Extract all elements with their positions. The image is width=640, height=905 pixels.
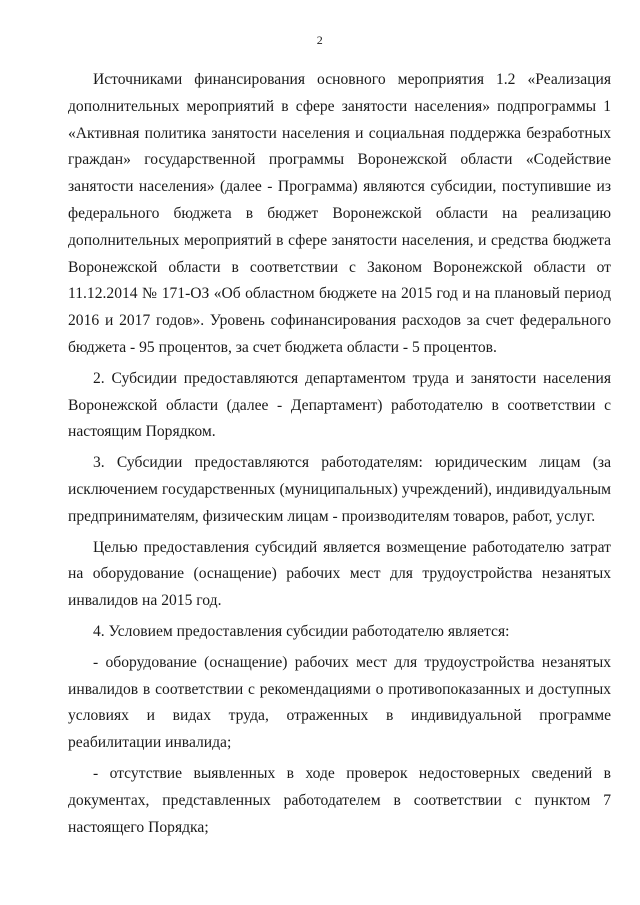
paragraph-item-3: 3. Субсидии предоставляются работодателям: юридическим лицам (за исключением государственных (муниципальных) учреждений), индивидуальным предпринимателям, физическим лицам - производителям товаров, работ, услуг. xyxy=(68,454,611,525)
paragraph-condition-equipment: - оборудование (оснащение) рабочих мест для трудоустройства незанятых инвалидов в соответствии с рекомендациями о противопоказанных и доступных условиях и видах труда, отраженных в индивидуальной программе реабилитации инвалида; xyxy=(68,653,611,752)
paragraph-financing-sources: Источниками финансирования основного мероприятия 1.2 «Реализация дополнительных мероприятий в сфере занятости населения» подпрограммы 1 «Активная политика занятости населения и социальная поддержка безработных граждан» государственной программы Воронежской области «Содействие занятости населения» (далее - Программа) являются субсидии, поступившие из федерального бюджета в бюджет Воронежской области на реализацию дополнительных мероприятий в сфере занятости населения, и средства бюджета Воронежской области в соответствии с Законом Воронежской области от 11.12.2014 № 171-ОЗ «Об областном бюджете на 2015 год и на плановый период 2016 и 2017 годов». Уровень софинансирования расходов за счет федерального бюджета - 95 процентов, за счет бюджета области - 5 процентов. xyxy=(68,71,611,356)
paragraph-subsidy-purpose: Целью предоставления субсидий является возмещение работодателю затрат на оборудование (оснащение) рабочих мест для трудоустройства незанятых инвалидов на 2015 год. xyxy=(68,538,611,610)
page-number: 2 xyxy=(316,33,324,47)
paragraph-item-4: 4. Условием предоставления субсидии работодателю является: xyxy=(93,622,510,640)
paragraph-condition-no-false-info: - отсутствие выявленных в ходе проверок недостоверных сведений в документах, представленных работодателем в соответствии с пунктом 7 настоящего Порядка; xyxy=(68,764,611,836)
paragraph-item-2: 2. Субсидии предоставляются департаментом труда и занятости населения Воронежской области (далее - Департамент) работодателю в соответствии с настоящим Порядком. xyxy=(68,369,611,441)
document-body xyxy=(68,67,611,845)
